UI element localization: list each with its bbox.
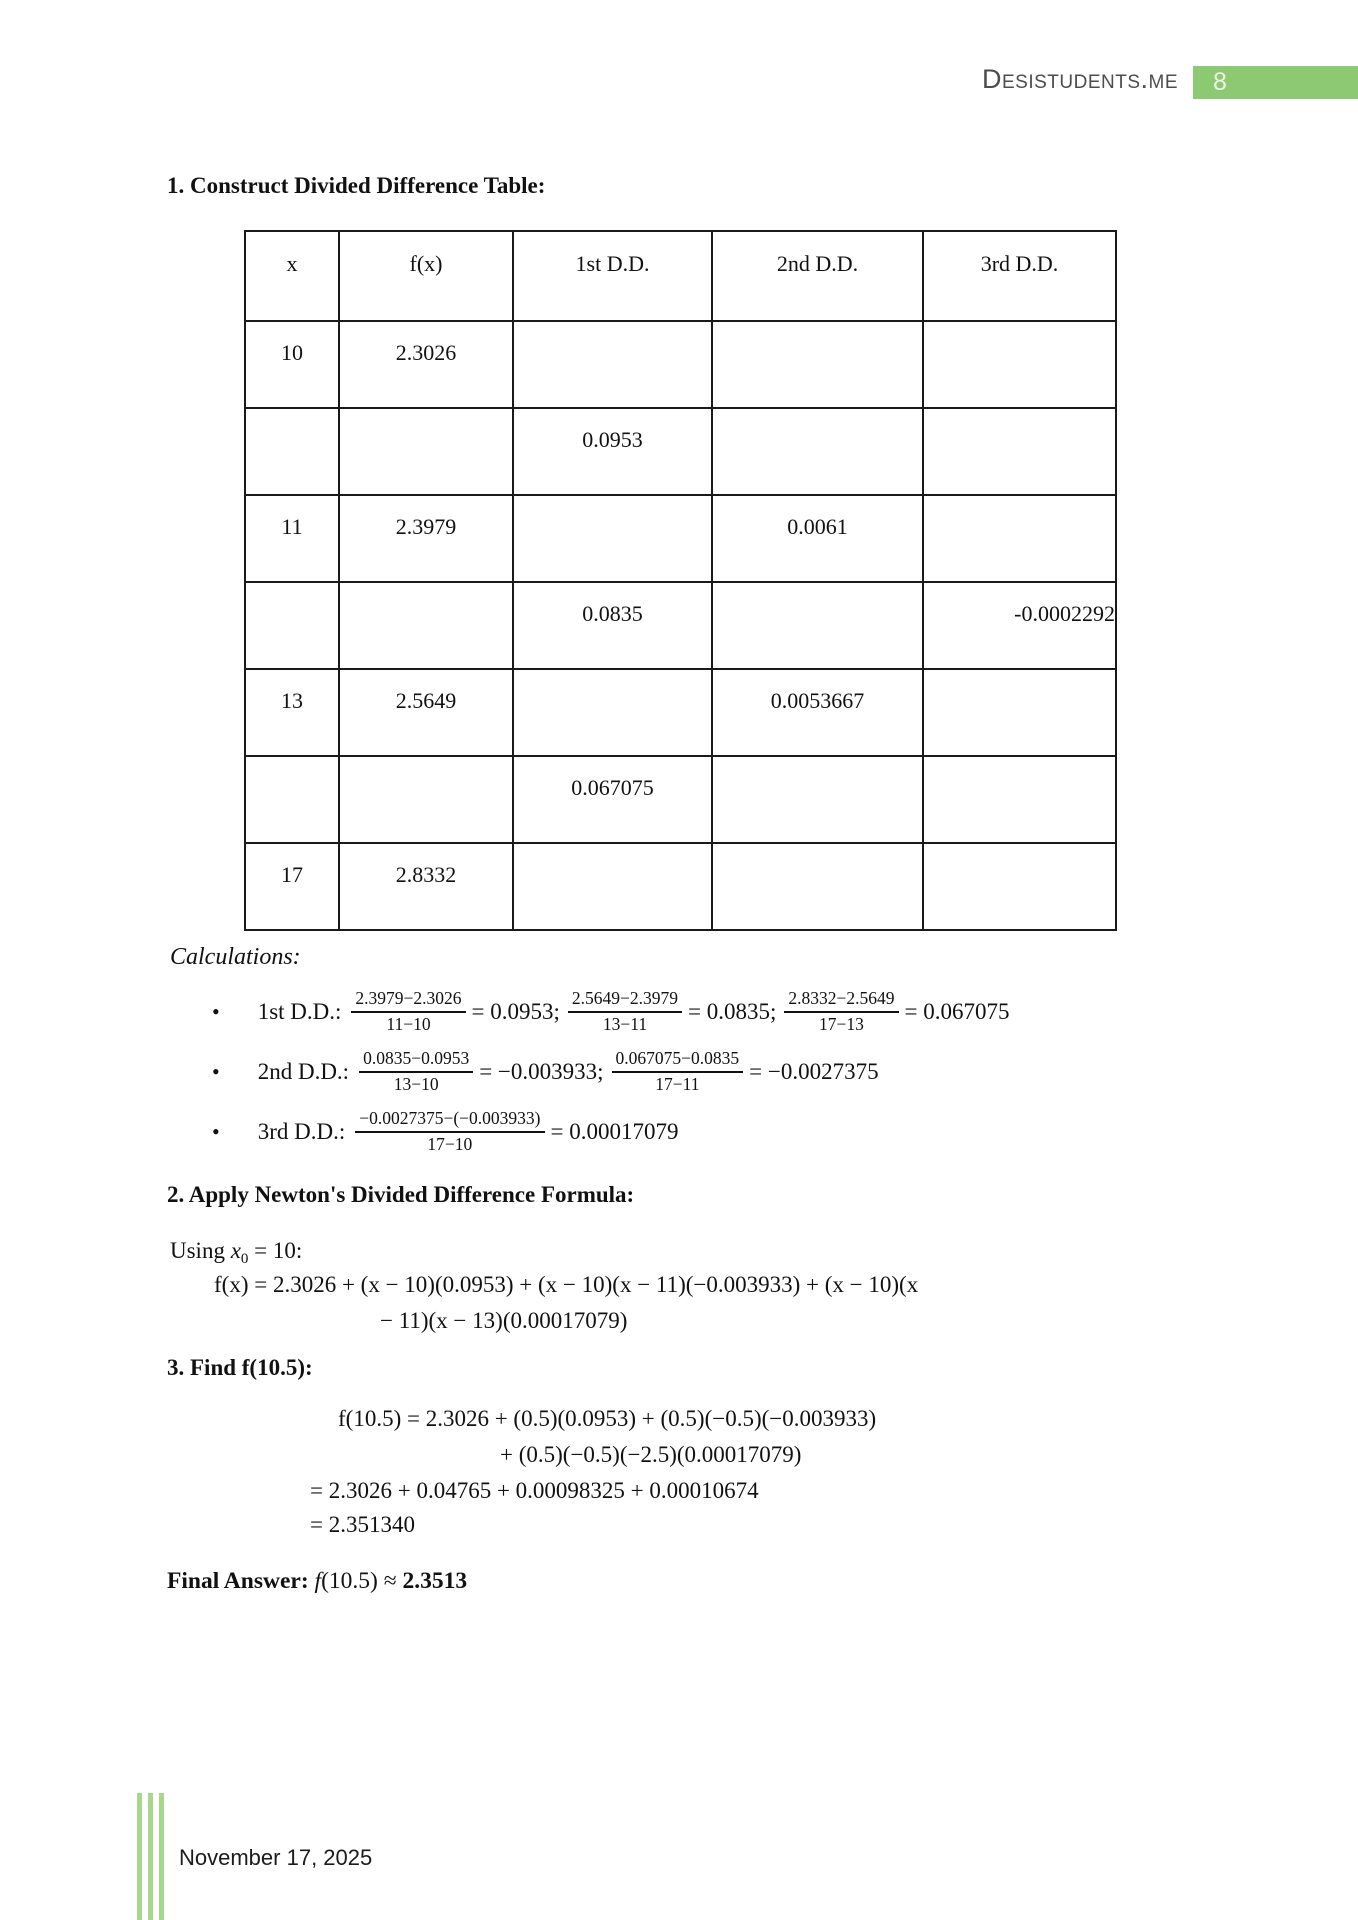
table-cell [923,495,1116,582]
table-header-cell: 1st D.D. [513,231,712,321]
table-cell [923,669,1116,756]
table-header-row [245,231,1116,321]
table-cell [513,669,712,756]
fraction-result: = −0.003933; [479,1059,604,1084]
table-cell: 0.0953 [513,408,712,495]
table-cell: 2.3979 [339,495,513,582]
bullet-icon: • [212,1059,220,1084]
fraction-denominator: 17−13 [819,1014,864,1034]
evaluation-line-1: f(10.5) = 2.3026 + (0.5)(0.0953) + (0.5)(−0.5)(−0.003933) [338,1406,877,1431]
table-cell [245,408,339,495]
fraction [359,1049,473,1094]
table-row [245,408,1116,495]
calc-bullet-label: 3rd D.D.: [257,1119,346,1144]
table-cell [923,408,1116,495]
table-cell [712,408,923,495]
fraction-result: = −0.0027375 [749,1059,879,1084]
table-cell [923,321,1116,408]
fraction-denominator: 11−10 [386,1014,431,1034]
table-row [245,321,1116,408]
table-header-cell: 3rd D.D. [923,231,1116,321]
evaluation-line-3: = 2.3026 + 0.04765 + 0.00098325 + 0.00010674 [310,1478,759,1503]
table-row [245,843,1116,930]
evaluation-line-2: + (0.5)(−0.5)(−2.5)(0.00017079) [500,1442,802,1467]
fraction-numerator: −0.0027375−(−0.003933) [355,1109,544,1133]
table-cell [923,756,1116,843]
final-answer-line [167,1568,467,1595]
section-1-heading: 1. Construct Divided Difference Table: [167,173,546,198]
section-3-heading: 3. Find f(10.5): [167,1355,313,1380]
table-row [245,669,1116,756]
fraction-numerator: 2.8332−2.5649 [784,989,898,1013]
fraction-result: = 0.067075 [904,999,1010,1024]
table-cell [339,408,513,495]
fraction-numerator: 0.067075−0.0835 [612,1049,744,1073]
table-cell [339,582,513,669]
table-cell [513,843,712,930]
fraction [568,989,682,1034]
footer-accent-line [148,1793,153,1920]
table-cell: -0.0002292 [923,582,1116,669]
fraction-denominator: 13−11 [602,1014,648,1034]
using-prefix: Using [170,1238,231,1263]
page-number-badge [1193,66,1358,99]
using-line [170,1238,302,1268]
fraction-numerator: 2.3979−2.3026 [351,989,465,1013]
fraction-result: = 0.00017079 [550,1119,679,1144]
page-number: 8 [1213,68,1227,96]
table-cell [245,582,339,669]
table-cell: 0.067075 [513,756,712,843]
calculations-list [212,986,1272,1166]
table-cell [923,843,1116,930]
footer-date: November 17, 2025 [179,1845,373,1870]
fraction-numerator: 0.0835−0.0953 [359,1049,473,1073]
table-cell [712,582,923,669]
table-cell [712,756,923,843]
final-answer-label: Final Answer: [167,1568,309,1594]
fraction [351,989,465,1034]
table-row [245,495,1116,582]
newton-formula-line-1: f(x) = 2.3026 + (x − 10)(0.0953) + (x − 10)(x − 11)(−0.003933) + (x − 10)(x [214,1272,919,1297]
table-cell [712,843,923,930]
table-cell: 2.8332 [339,843,513,930]
calc-bullet-label: 1st D.D.: [257,999,342,1024]
table-cell [245,756,339,843]
table-cell: 0.0053667 [712,669,923,756]
table-body [245,321,1116,930]
evaluation-line-4: = 2.351340 [310,1512,415,1537]
table-header-cell: x [245,231,339,321]
table-header-cell: 2nd D.D. [712,231,923,321]
using-suffix: = 10: [248,1238,303,1263]
calc-bullet [212,1046,1272,1098]
table-cell [712,321,923,408]
table-cell: 2.5649 [339,669,513,756]
bullet-icon: • [212,999,220,1024]
fraction-denominator: 13−10 [393,1074,439,1094]
fraction-denominator: 17−10 [427,1134,473,1154]
footer-accent-line [137,1793,142,1920]
fraction-result: = 0.0953; [471,999,560,1024]
table-row [245,756,1116,843]
site-watermark: Desistudents.me [981,64,1178,94]
table-cell [339,756,513,843]
table-cell: 11 [245,495,339,582]
calc-bullet [212,986,1272,1038]
section-2-heading: 2. Apply Newton's Divided Difference Formula: [167,1182,635,1207]
table-cell: 2.3026 [339,321,513,408]
using-variable: x [230,1238,241,1263]
calc-bullet [212,1106,1272,1158]
calculations-heading: Calculations: [170,944,301,970]
table-cell [513,495,712,582]
fraction-numerator: 2.5649−2.3979 [568,989,682,1013]
table-cell: 17 [245,843,339,930]
calc-bullet-label: 2nd D.D.: [257,1059,350,1084]
footer-accent-line [159,1793,164,1920]
final-answer-value: 2.3513 [402,1568,468,1594]
fraction-denominator: 17−11 [655,1074,700,1094]
table-cell: 0.0061 [712,495,923,582]
fraction-result: = 0.0835; [688,999,777,1024]
fraction [612,1049,744,1094]
table-cell: 0.0835 [513,582,712,669]
table-cell: 13 [245,669,339,756]
table-cell [513,321,712,408]
final-answer-f: f [314,1568,322,1594]
table-row [245,582,1116,669]
divided-difference-table [244,230,1117,931]
fraction [355,1109,544,1154]
fraction [784,989,898,1034]
bullet-icon: • [212,1119,220,1144]
using-subscript: 0 [240,1251,249,1267]
final-answer-expression: (10.5) ≈ [321,1568,403,1594]
newton-formula-line-2: − 11)(x − 13)(0.00017079) [380,1308,628,1333]
table-header-cell: f(x) [339,231,513,321]
table-cell: 10 [245,321,339,408]
